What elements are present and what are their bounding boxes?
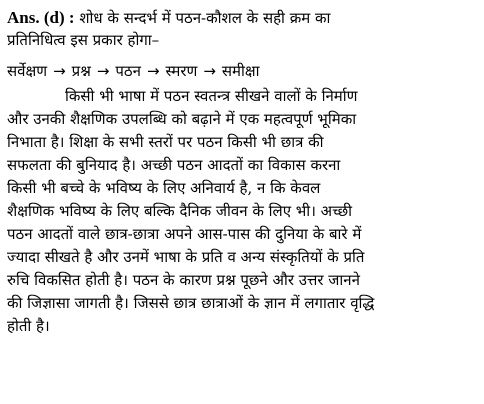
arrow-right-icon: →: [146, 62, 160, 80]
reading-sequence: [7, 60, 474, 83]
answer-intro-text: शोध के सन्दर्भ में पठन-कौशल के सही क्रम का: [79, 9, 331, 27]
arrow-right-icon: →: [53, 62, 66, 80]
paragraph-line: निभाता है। शिक्षा के सभी स्तरों पर पठन किसी भी छात्र की: [7, 133, 324, 151]
paragraph-line: पठन आदतों वाले छात्र-छात्रा अपने आस-पास की दुनिया के बारे में: [7, 225, 362, 243]
paragraph-line: होती है।: [7, 317, 50, 335]
paragraph-line: शैक्षणिक भविष्य के लिए बल्कि दैनिक जीवन के लिए भी। अच्छी: [7, 202, 353, 220]
paragraph-line: और उनकी शैक्षणिक उपलब्धि को बढ़ाने में एक महत्वपूर्ण भूमिका: [7, 110, 357, 128]
sequence-step-read: पठन: [115, 62, 141, 80]
answer-intro-continuation: प्रतिनिधित्व इस प्रकार होगा–: [7, 31, 160, 49]
sequence-step-question: प्रश्न: [71, 62, 91, 80]
paragraph-line: सफलता की बुनियाद है। अच्छी पठन आदतों का विकास करना: [7, 156, 341, 174]
answer-heading-line: [7, 6, 474, 29]
paragraph-line: की जिज्ञासा जागती है। जिससे छात्र छात्राओं के ज्ञान में लगातार वृद्धि: [7, 294, 375, 312]
arrow-right-icon: →: [96, 62, 110, 80]
sequence-step-survey: सर्वेक्षण: [7, 62, 48, 80]
explanation-paragraph: [7, 85, 474, 338]
paragraph-line: रुचि विकसित होती है। पठन के कारण प्रश्न पूछने और उत्तर जानने: [7, 271, 360, 289]
paragraph-line: किसी भी भाषा में पठन स्वतन्त्र सीखने वालों के निर्माण: [65, 87, 358, 105]
sequence-step-review: समीक्षा: [221, 62, 260, 80]
paragraph-line: ज्यादा सीखते है और उनमें भाषा के प्रति व अन्य संस्कृतियों के प्रति: [7, 248, 365, 266]
answer-label: Ans. (d) :: [7, 8, 75, 27]
paragraph-line: किसी भी बच्चे के भविष्य के लिए अनिवार्य है, न कि केवल: [7, 179, 321, 197]
arrow-right-icon: →: [203, 62, 216, 80]
sequence-step-recall: स्मरण: [165, 62, 198, 80]
